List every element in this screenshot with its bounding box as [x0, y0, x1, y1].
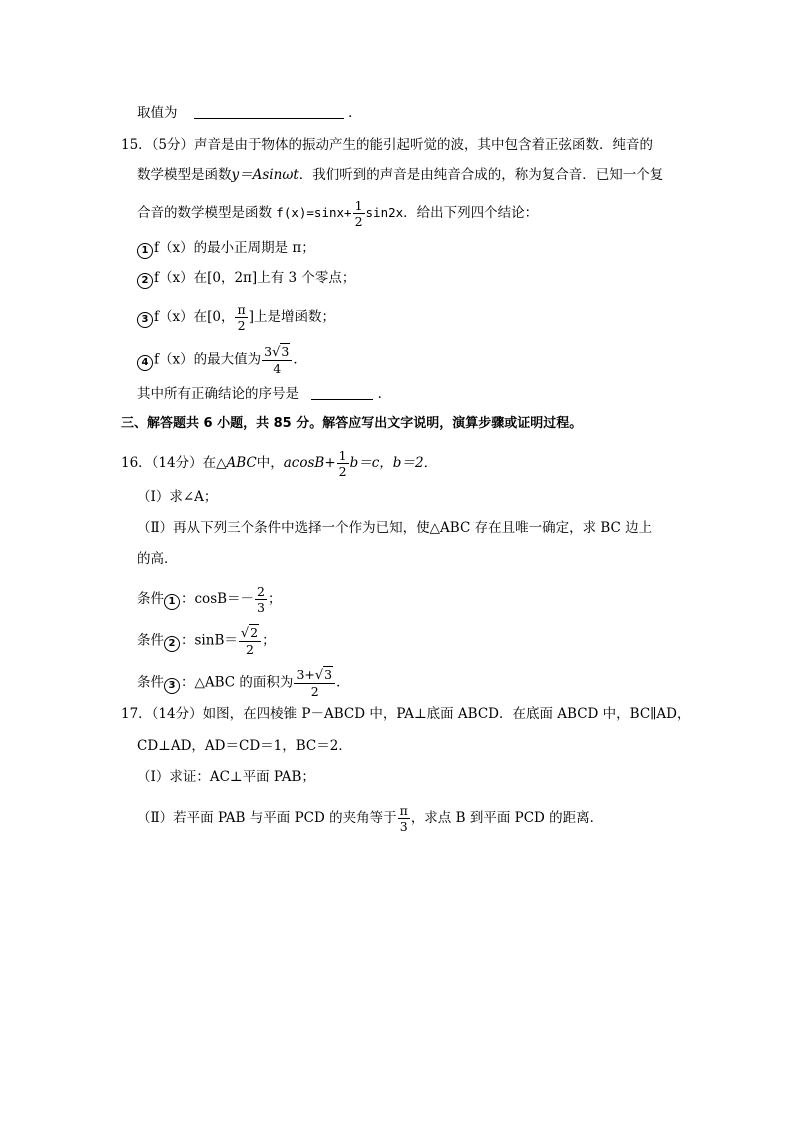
q15-answer-end: ．: [377, 386, 392, 402]
q15-item-3-pre: f（x）在[0，: [154, 309, 235, 325]
cond2-fraction: [239, 625, 261, 657]
q15-l3-f2: sin2x: [365, 205, 404, 220]
q15-line3: [137, 198, 538, 229]
q16-frac-den: 2: [338, 464, 347, 479]
q17-frac-num: π: [399, 803, 408, 818]
q15-item-1: [137, 238, 315, 259]
q16-frac-num: 1: [338, 448, 347, 463]
q15-l3-a: 合音的数学模型是函数: [137, 205, 272, 221]
q15-item-3-frac-num: π: [237, 302, 246, 317]
q15-answer-blank[interactable]: [311, 385, 373, 400]
q16-formula-a: acosB+: [283, 455, 336, 471]
q15-l3-b: ．给出下列四个结论：: [403, 205, 539, 221]
cond3-sqrt-value: 3: [324, 667, 333, 682]
cond3-post: ．: [336, 674, 350, 691]
cond1-frac-den: 3: [257, 600, 265, 615]
section-3-title: 三、解答题共 6 小题，共 85 分。解答应写出文字说明，演算步骤或证明过程。: [121, 416, 583, 431]
q15-item-4-frac-den: 4: [273, 361, 282, 376]
sqrt-symbol: √3: [272, 344, 290, 360]
q16-fraction: [337, 448, 349, 479]
cond1-post: ；: [268, 591, 282, 607]
cond2-frac-num: [239, 625, 261, 642]
cond3-num-a: 3+: [296, 667, 315, 682]
q15-item-4-num-a: 3: [264, 344, 273, 359]
cond3-frac-den: 2: [310, 684, 319, 699]
q15-frac-num: 1: [354, 198, 363, 213]
q16-condition-2: [137, 625, 276, 657]
q15-line2: [137, 165, 663, 185]
q14-answer-blank[interactable]: [194, 104, 344, 119]
q15-head: 15．（5分）声音是由于物体的振动产生的能引起听觉的波，其中包含着正弦函数．纯音的: [121, 137, 654, 153]
q15-item-2: [137, 268, 355, 289]
q17-line1: 17．（14分）如图，在四棱锥 P－ABCD 中，PA⊥底面 ABCD．在底面 ABCD 中，BC∥AD，: [121, 706, 691, 722]
q17-fraction: [398, 803, 410, 834]
q15-item-4-frac-num: [262, 344, 292, 361]
q15-item-3: [137, 302, 335, 333]
q15-frac-den: 2: [354, 214, 363, 229]
q15-item-2-text: f（x）在[0，2π]上有 3 个零点；: [154, 270, 356, 286]
q15-item-4-post: ．: [293, 351, 307, 368]
q15-l2-formula: y＝Asinωt: [231, 167, 299, 183]
q15-answer-prompt: 其中所有正确结论的序号是: [137, 386, 299, 402]
q15-answer-line: [137, 384, 391, 404]
cond3-frac-num: [294, 667, 335, 684]
q17-line2: CD⊥AD，AD＝CD＝1，BC＝2．: [137, 738, 352, 754]
q16-part2: （Ⅱ）再从下列三个条件中选择一个作为已知，使△ABC 存在且唯一确定，求 BC 边上: [137, 520, 653, 536]
q15-item-3-post: ]上是增函数；: [248, 309, 335, 325]
q16-formula-b: b＝c，b＝2．: [349, 455, 438, 471]
cond2-frac-den: 2: [246, 642, 254, 657]
q15-item-4: [137, 344, 307, 376]
q14-label: 取值为: [137, 105, 178, 121]
cond1-frac-num: 2: [257, 584, 265, 599]
cond2-post: ；: [262, 632, 276, 649]
q17-part1: （Ⅰ）求证：AC⊥平面 PAB；: [137, 769, 315, 785]
q16-condition-3: [137, 667, 350, 699]
circled-number-icon: 1: [137, 243, 153, 259]
q17-part2-a: （Ⅱ）若平面 PAB 与平面 PCD 的夹角等于: [137, 810, 397, 826]
cond3-fraction: [294, 667, 335, 699]
cond2-pre: ：sinB＝: [181, 632, 238, 649]
condition-label: 条件: [137, 591, 164, 607]
q17-part2: [137, 803, 603, 834]
q17-part2-b: ，求点 B 到平面 PCD 的距离．: [410, 810, 604, 826]
q15-fraction: [353, 198, 365, 229]
q14-end: ．: [348, 105, 362, 121]
q15-item-4-fraction: [262, 344, 292, 376]
circled-number-icon: 2: [164, 636, 180, 652]
q15-l3-f1: f(x)=sinx+: [276, 205, 352, 220]
q15-l2-a: 数学模型是函数: [137, 167, 232, 183]
circled-number-icon: 1: [164, 594, 180, 610]
circled-number-icon: 3: [137, 312, 153, 328]
q15-l2-b: ．我们听到的声音是由纯音合成的，称为复合音．已知一个复: [298, 167, 664, 183]
q15-item-1-text: f（x）的最小正周期是 π；: [154, 240, 315, 256]
circled-number-icon: 4: [137, 355, 153, 371]
q17-frac-den: 3: [399, 819, 408, 834]
q16-part2-cont: 的高．: [137, 551, 178, 567]
sqrt-symbol: √3: [314, 667, 333, 683]
q16-head-a: 16．（14分）在△: [121, 455, 227, 471]
cond3-pre: ：△ABC 的面积为: [181, 674, 294, 691]
q15-item-4-pre: f（x）的最大值为: [154, 351, 262, 368]
cond1-pre: ：cosB＝－: [181, 591, 255, 607]
q14-answer-line: [137, 103, 362, 123]
q16-head: [121, 448, 437, 479]
q16-head-b: 中，: [256, 455, 284, 471]
circled-number-icon: 3: [164, 678, 180, 694]
q15-item-3-fraction: [235, 302, 247, 333]
condition-label: 条件: [137, 674, 164, 691]
q16-abc: ABC: [226, 455, 257, 471]
q16-part1: （Ⅰ）求∠A；: [137, 489, 218, 505]
cond2-sqrt-value: 2: [250, 625, 259, 640]
condition-label: 条件: [137, 632, 164, 649]
sqrt-symbol: √2: [240, 625, 259, 641]
q15-item-4-num-b: 3: [281, 344, 290, 359]
q15-item-3-frac-den: 2: [237, 318, 246, 333]
q16-condition-1: [137, 584, 282, 615]
cond1-fraction: [255, 584, 267, 615]
circled-number-icon: 2: [137, 273, 153, 289]
